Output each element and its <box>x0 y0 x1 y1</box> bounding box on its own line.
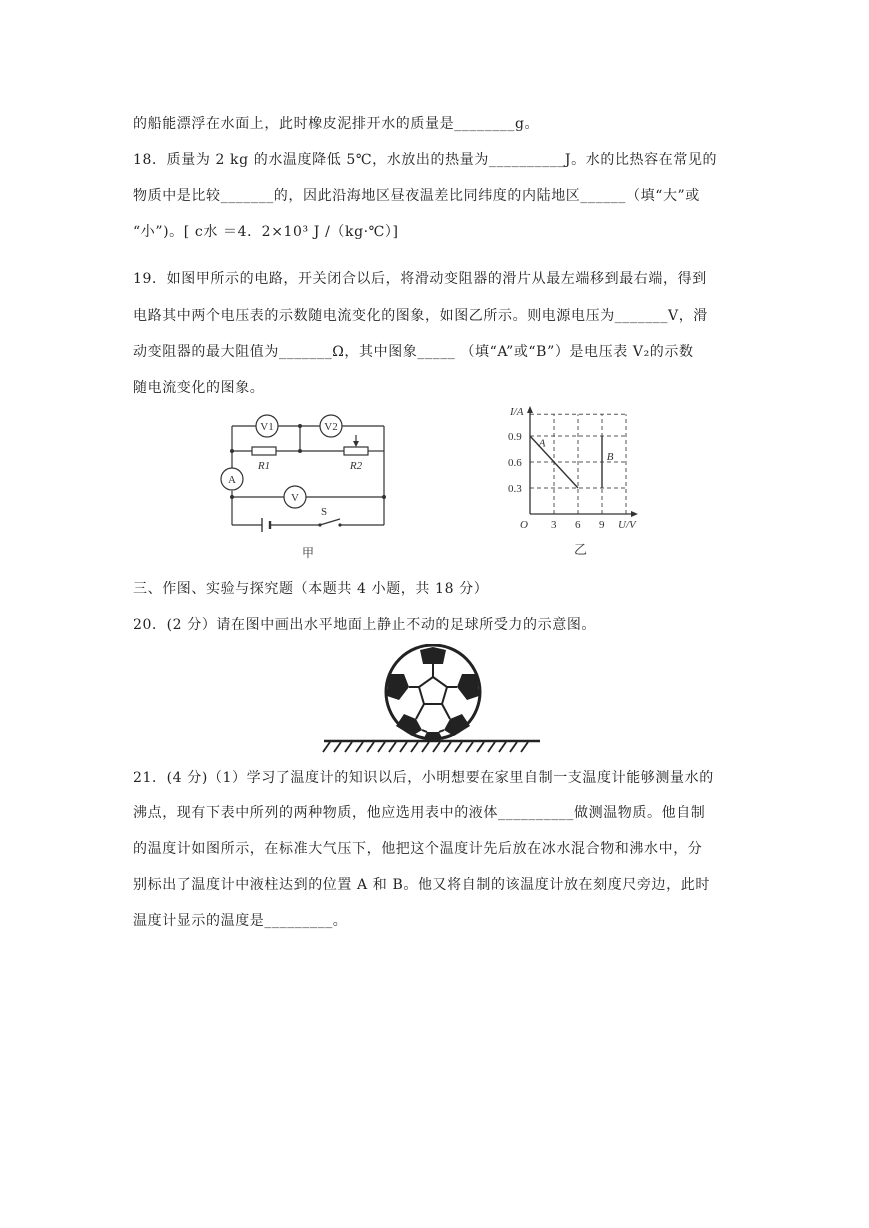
graph-caption: 乙 <box>574 542 588 557</box>
section-heading: 三、作图、实验与探究题（本题共 4 小题，共 18 分） <box>133 581 489 597</box>
switch-label: S <box>320 506 328 518</box>
ground-hatch <box>334 742 341 752</box>
series-A-label: A <box>538 437 546 450</box>
r1-label: R1 <box>257 460 271 472</box>
x-axis-arrow <box>631 511 638 517</box>
text-line-3: 物质中是比较_______的，因此沿海地区昼夜温差比同纬度的内陆地区______（填“大”或 <box>133 188 700 204</box>
iu-graph <box>500 400 660 565</box>
v2-label: V2 <box>324 421 338 433</box>
origin-label: O <box>520 519 528 531</box>
y-tick-label: 0.9 <box>508 430 522 443</box>
text-line-q21-1: 21．(4 分)（1）学习了温度计的知识以后，小明想要在家里自制一支温度计能够测量水的 <box>133 770 714 786</box>
ground-hatch <box>411 742 418 752</box>
x-tick-label: 6 <box>575 519 581 531</box>
ground-hatch <box>345 742 352 752</box>
text-line-q21-3: 的温度计如图所示，在标准大气压下，他把这个温度计先后放在冰水混合物和沸水中，分 <box>133 841 703 857</box>
voltmeter-label: V <box>291 492 299 504</box>
text-line-5: 19．如图甲所示的电路，开关闭合以后，将滑动变阻器的滑片从最左端移到最右端，得到 <box>133 271 707 287</box>
r2-label: R2 <box>349 460 363 472</box>
ground-hatch <box>400 742 407 752</box>
text-line-q20: 20．(2 分）请在图中画出水平地面上静止不动的足球所受力的示意图。 <box>133 617 597 633</box>
text-line-1: 的船能漂浮在水面上，此时橡皮泥排开水的质量是________g。 <box>133 116 540 132</box>
text-line-q21-4: 别标出了温度计中液柱达到的位置 A 和 B。他又将自制的该温度计放在刻度尺旁边，此时 <box>133 877 710 893</box>
circuit-caption: 甲 <box>301 546 315 560</box>
ground-hatch <box>433 742 440 752</box>
ground-hatch <box>521 742 528 752</box>
v1-label: V1 <box>260 421 274 433</box>
ground-hatch <box>378 742 385 752</box>
ground-hatch <box>488 742 495 752</box>
circuit-diagram <box>210 405 410 565</box>
y-tick-label: 0.6 <box>508 456 522 469</box>
soccer-ball-figure <box>322 644 542 760</box>
ground-hatch <box>367 742 374 752</box>
ground-hatch <box>422 742 429 752</box>
series-B-label: B <box>606 451 614 464</box>
ground-hatch <box>323 742 330 752</box>
ground-hatch <box>499 742 506 752</box>
x-tick-label: 9 <box>599 519 605 531</box>
text-line-q21-5: 温度计显示的温度是_________。 <box>133 913 348 929</box>
text-line-4: “小”)。[ c水 ＝4．2×10³ J /（kg·℃）] <box>133 224 399 240</box>
ground-hatch <box>466 742 473 752</box>
ground-hatch <box>389 742 396 752</box>
text-line-8: 随电流变化的图象。 <box>133 380 265 396</box>
ground-hatch <box>356 742 363 752</box>
x-tick-label: 3 <box>551 519 557 531</box>
y-tick-label: 0.3 <box>508 482 522 495</box>
x-axis-label: U/V <box>618 519 636 531</box>
text-line-7: 动变阻器的最大阻值为_______Ω，其中图象_____ （填“A”或“B”）是电压表 V₂的示数 <box>133 344 694 360</box>
text-line-6: 电路其中两个电压表的示数随电流变化的图象，如图乙所示。则电源电压为_______V，滑 <box>133 308 708 324</box>
ground-hatch <box>455 742 462 752</box>
soccer-ball <box>386 645 480 739</box>
text-line-2: 18．质量为 2 kg 的水温度降低 5℃，水放出的热量为__________J。水的比热容在常见的 <box>133 152 718 168</box>
ground-hatch <box>444 742 451 752</box>
y-axis-label: I/A <box>510 406 524 418</box>
text-line-q21-2: 沸点，现有下表中所列的两种物质，他应选用表中的液体__________做测温物质。他自制 <box>133 805 706 821</box>
ground-hatch <box>510 742 517 752</box>
y-axis-arrow <box>527 406 533 413</box>
ammeter-label: A <box>228 474 236 486</box>
ground-hatch <box>477 742 484 752</box>
